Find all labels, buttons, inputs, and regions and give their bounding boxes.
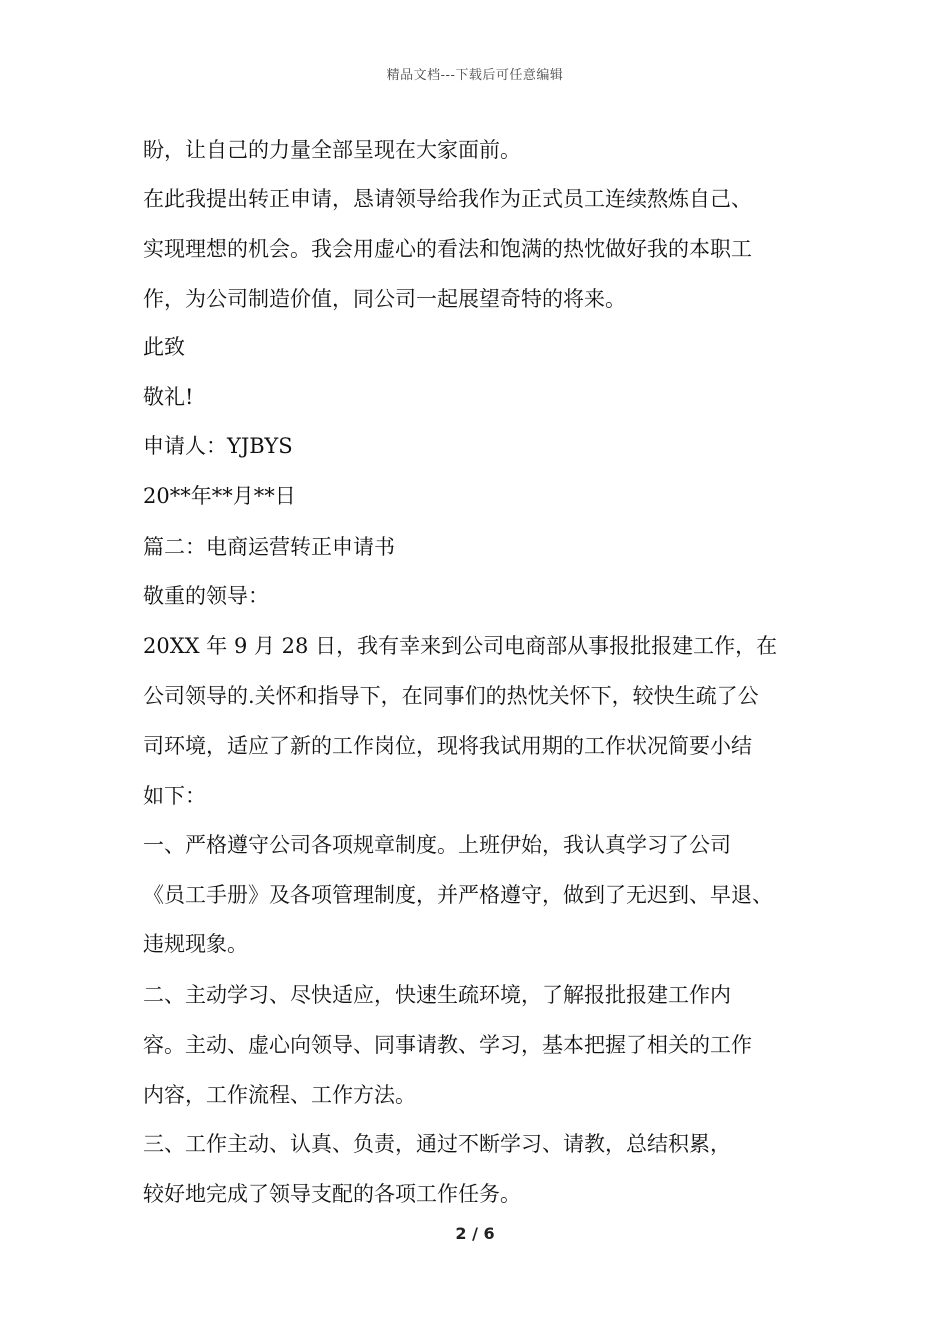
applicant-line: 申请人：YJBYS [143,434,293,458]
body-line-14: 如下： [143,784,206,808]
body-line-1: 盼，让自己的力量全部呈现在大家面前。 [143,138,521,162]
body-line-11: 20XX 年 9 月 28 日，我有幸来到公司电商部从事报批报建工作，在 [143,634,778,658]
body-line-12: 公司领导的.关怀和指导下，在同事们的热忱关怀下，较快生疏了公 [143,684,759,708]
body-line-22: 较好地完成了领导支配的各项工作任务。 [143,1182,521,1206]
body-line-13: 司环境，适应了新的工作岗位，现将我试用期的工作状况简要小结 [143,734,752,758]
body-line-17: 违规现象。 [143,932,248,956]
greeting-line: 敬重的领导： [143,584,269,608]
body-line-18: 二、主动学习、尽快适应，快速生疏环境，了解报批报建工作内 [143,983,731,1007]
closing-line: 此致 [143,335,185,359]
salutation-line: 敬礼! [143,385,194,409]
body-line-4: 作，为公司制造价值，同公司一起展望奇特的将来。 [143,287,626,311]
body-line-19: 容。主动、虚心向领导、同事请教、学习，基本把握了相关的工作 [143,1033,752,1057]
date-line: 20**年**月**日 [143,484,296,508]
body-line-21: 三、工作主动、认真、负责，通过不断学习、请教，总结积累， [143,1132,731,1156]
body-line-20: 内容，工作流程、工作方法。 [143,1083,416,1107]
body-line-2: 在此我提出转正申请，恳请领导给我作为正式员工连续熬炼自己、 [143,187,752,211]
body-line-3: 实现理想的机会。我会用虚心的看法和饱满的热忱做好我的本职工 [143,237,752,261]
body-line-15: 一、严格遵守公司各项规章制度。上班伊始，我认真学习了公司 [143,833,731,857]
body-line-16: 《员工手册》及各项管理制度，并严格遵守，做到了无迟到、早退、 [143,883,773,907]
page-header: 精品文档---下载后可任意编辑 [386,68,564,83]
section-heading: 篇二：电商运营转正申请书 [143,535,395,559]
page-number: 2 / 6 [455,1224,495,1243]
